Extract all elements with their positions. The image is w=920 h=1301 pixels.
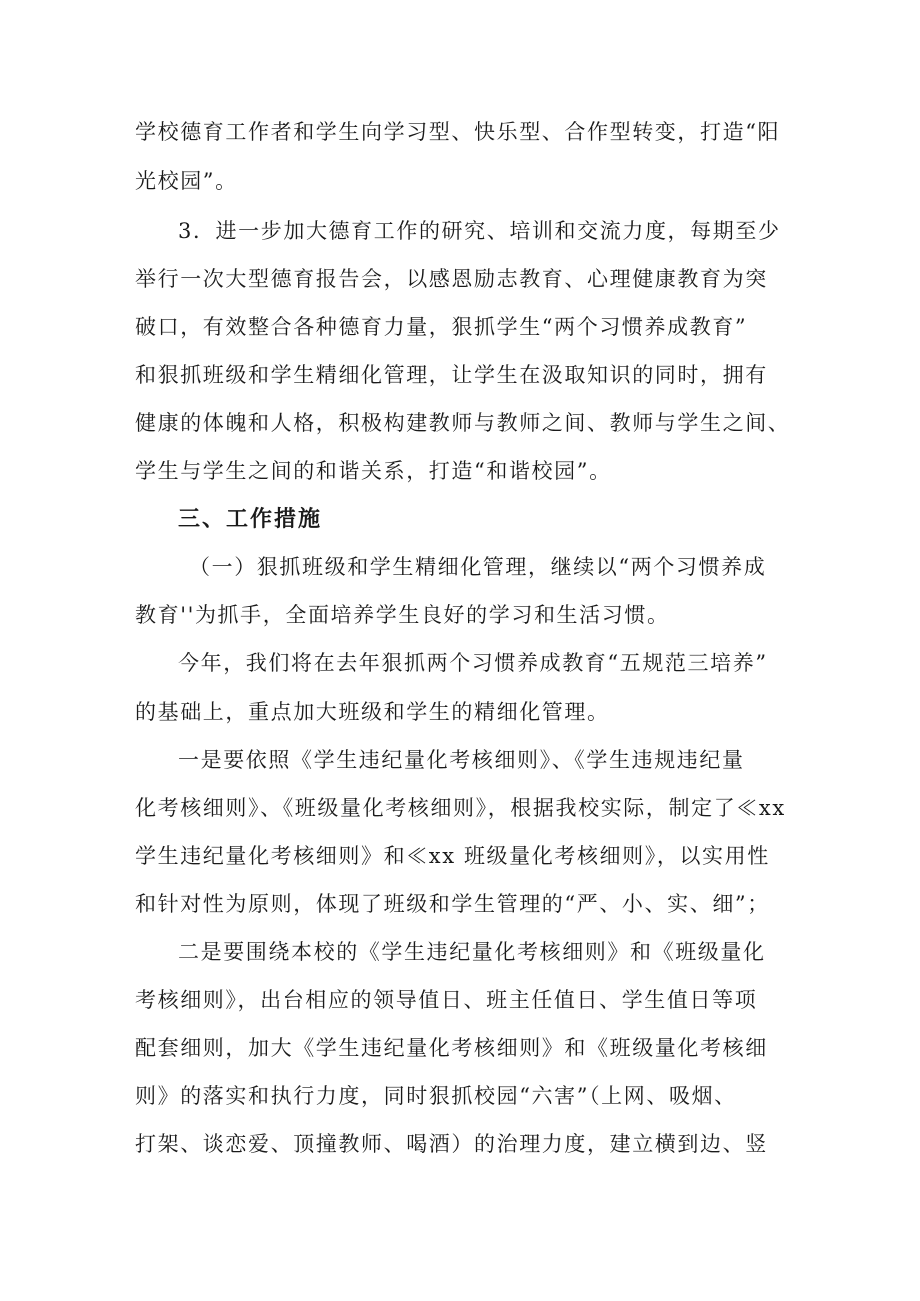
body-text-line: 打架、谈恋爱、顶撞教师、喝酒）的治理力度，建立横到边、竖 bbox=[135, 1132, 768, 1156]
body-text-line: 一是要依照《学生违纪量化考核细则》、《学生违规违纪量 bbox=[178, 748, 745, 772]
body-text-line: 二是要围绕本校的《学生违纪量化考核细则》和《班级量化 bbox=[178, 940, 766, 964]
body-text-line: 健康的体魄和人格，积极构建教师与教师之间、教师与学生之间、 bbox=[135, 411, 791, 435]
body-text-line: 3．进一步加大德育工作的研究、培训和交流力度，每期至少 bbox=[178, 219, 781, 243]
body-text-line: 举行一次大型德育报告会，以感恩励志教育、心理健康教育为突 bbox=[135, 267, 768, 291]
body-text-line: 今年，我们将在去年狠抓两个习惯养成教育“五规范三培养” bbox=[178, 651, 768, 675]
body-text-line: 考核细则》，出台相应的领导值日、班主任值日、学生值日等项 bbox=[135, 988, 758, 1012]
body-text-line: 学生违纪量化考核细则》和≪xx 班级量化考核细则》，以实用性 bbox=[135, 844, 770, 868]
body-text-line: （一）狠抓班级和学生精细化管理，继续以“两个习惯养成 bbox=[189, 555, 767, 579]
body-text-line: 的基础上，重点加大班级和学生的精细化管理。 bbox=[135, 700, 610, 724]
body-text-line: 破口，有效整合各种德育力量，狠抓学生“两个习惯养成教育” bbox=[135, 315, 748, 339]
body-text-line: 和狠抓班级和学生精细化管理，让学生在汲取知识的同时，拥有 bbox=[135, 363, 768, 387]
body-text-line: 化考核细则》、《班级量化考核细则》，根据我校实际，制定了≪xx bbox=[135, 796, 786, 820]
body-text-line: 配套细则，加大《学生违纪量化考核细则》和《班级量化考核细 bbox=[135, 1036, 768, 1060]
body-text-line: 教育''为抓手，全面培养学生良好的学习和生活习惯。 bbox=[135, 603, 670, 627]
body-text-line: 则》的落实和执行力度，同时狠抓校园“六害”（上网、吸烟、 bbox=[135, 1084, 737, 1108]
section-heading: 三、工作措施 bbox=[178, 507, 323, 532]
body-text-line: 学生与学生之间的和谐关系，打造“和谐校园”。 bbox=[135, 459, 612, 483]
body-text-line: 和针对性为原则，体现了班级和学生管理的“严、小、实、细”； bbox=[135, 892, 770, 916]
body-text-line: 学校德育工作者和学生向学习型、快乐型、合作型转变，打造“阳 bbox=[135, 120, 781, 144]
body-text-line: 光校园”。 bbox=[135, 169, 238, 193]
